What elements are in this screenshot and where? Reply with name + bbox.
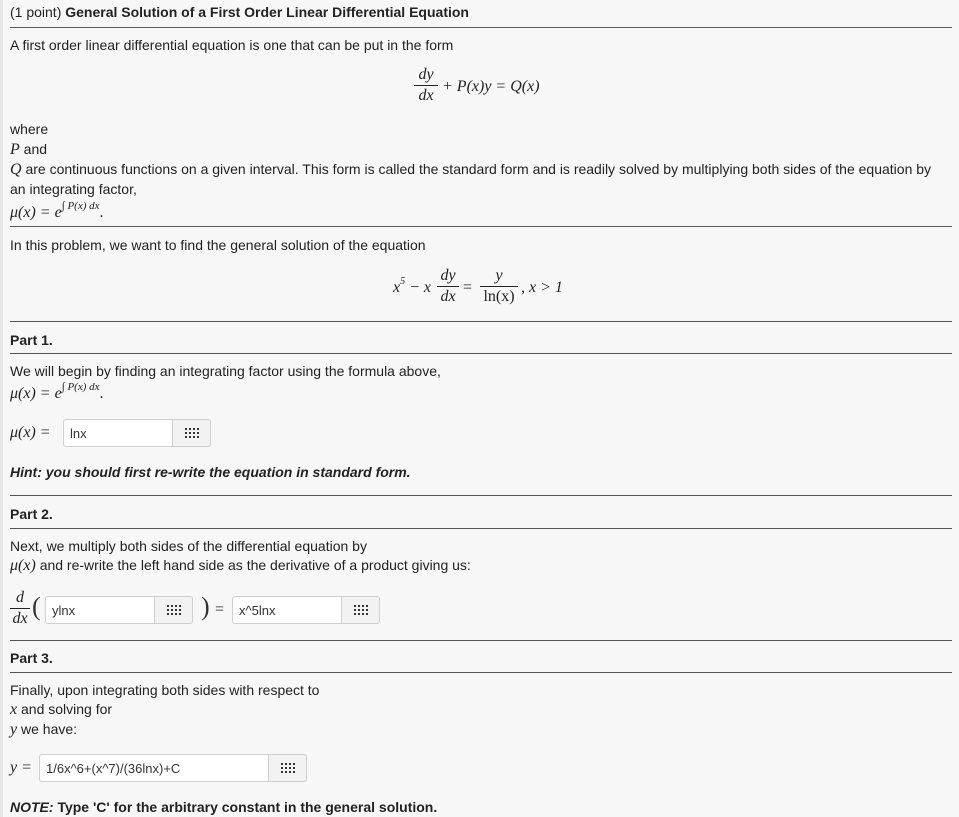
- part1-hint: Hint: you should first re-write the equation in standard form.: [10, 464, 411, 480]
- y-answer-label: y =: [10, 759, 32, 776]
- dy-dx-fraction: dy dx: [414, 66, 438, 105]
- equals-sign: =: [463, 279, 473, 296]
- mu-answer-input[interactable]: lnx: [63, 419, 173, 447]
- divider: [10, 672, 952, 673]
- product-answer-input[interactable]: ylnx: [45, 596, 155, 624]
- part3-text-2: x and solving for: [10, 701, 113, 718]
- divider: [10, 528, 952, 529]
- problem-title: General Solution of a First Order Linear Differential Equation: [65, 4, 469, 20]
- part3-text: Finally, upon integrating both sides with respect to: [10, 682, 320, 698]
- part3-heading: Part 3.: [10, 650, 53, 666]
- divider: [10, 226, 952, 227]
- domain-condition: , x > 1: [521, 279, 563, 296]
- rhs-answer-input[interactable]: x^5lnx: [232, 596, 342, 624]
- divider: [10, 27, 952, 28]
- problem-intro: In this problem, we want to find the general solution of the equation: [10, 237, 426, 253]
- part1-formula: $\mu(x) = e^{\int P(x) dx}$.: [10, 381, 104, 402]
- part3-note: NOTE: Type 'C' for the arbitrary constant in the general solution.: [10, 799, 438, 815]
- part2-text: Next, we multiply both sides of the differential equation by: [10, 538, 367, 554]
- left-edge: [0, 0, 3, 817]
- part2-text-2: μ(x) and re-write the left hand side as the derivative of a product giving us:: [10, 557, 471, 574]
- part2-heading: Part 2.: [10, 506, 53, 522]
- divider: [10, 353, 952, 354]
- intro-text: A first order linear differential equation is one that can be put in the form: [10, 37, 454, 53]
- keyboard-grid-icon: [185, 428, 199, 439]
- equals-sign: =: [215, 601, 225, 618]
- integrating-factor-formula: $\mu(x) = e^{\int P(x) dx}$.: [10, 200, 104, 221]
- points-label: (1 point): [10, 4, 62, 20]
- lhs-term: $x^5 - x$: [393, 276, 432, 296]
- product-equation-editor-button[interactable]: [155, 596, 193, 624]
- dy-dx-fraction: dy dx: [437, 267, 459, 306]
- keyboard-grid-icon: [354, 605, 368, 616]
- part1-text: We will begin by finding an integrating factor using the formula above,: [10, 363, 441, 379]
- rhs-equation-editor-button[interactable]: [342, 596, 380, 624]
- mu-answer-label: μ(x) =: [10, 424, 51, 441]
- q-line: Q are continuous functions on a given interval. This form is called the standard form and is readily solved by multiplying both sides of the equation by: [10, 161, 932, 178]
- part3-text-3: y we have:: [10, 721, 78, 738]
- p-line: P and: [10, 141, 48, 158]
- left-paren: (: [32, 592, 41, 621]
- divider: [10, 321, 952, 322]
- keyboard-grid-icon: [281, 763, 295, 774]
- part1-heading: Part 1.: [10, 332, 53, 348]
- divider: [10, 640, 952, 641]
- right-paren: ): [201, 592, 210, 621]
- problem-header: [10, 3, 469, 21]
- general-solution-input[interactable]: 1/6x^6+(x^7)/(36lnx)+C: [39, 754, 269, 782]
- divider: [10, 495, 952, 496]
- keyboard-grid-icon: [167, 605, 181, 616]
- mu-equation-editor-button[interactable]: [173, 419, 211, 447]
- solution-equation-editor-button[interactable]: [269, 754, 307, 782]
- where-text: where: [10, 121, 49, 137]
- integrating-factor-text: an integrating factor,: [10, 181, 137, 197]
- d-dx-operator: d dx: [10, 589, 30, 628]
- equation-rest: + P(x)y = Q(x): [442, 78, 540, 95]
- rhs-fraction: y ln(x): [480, 267, 518, 306]
